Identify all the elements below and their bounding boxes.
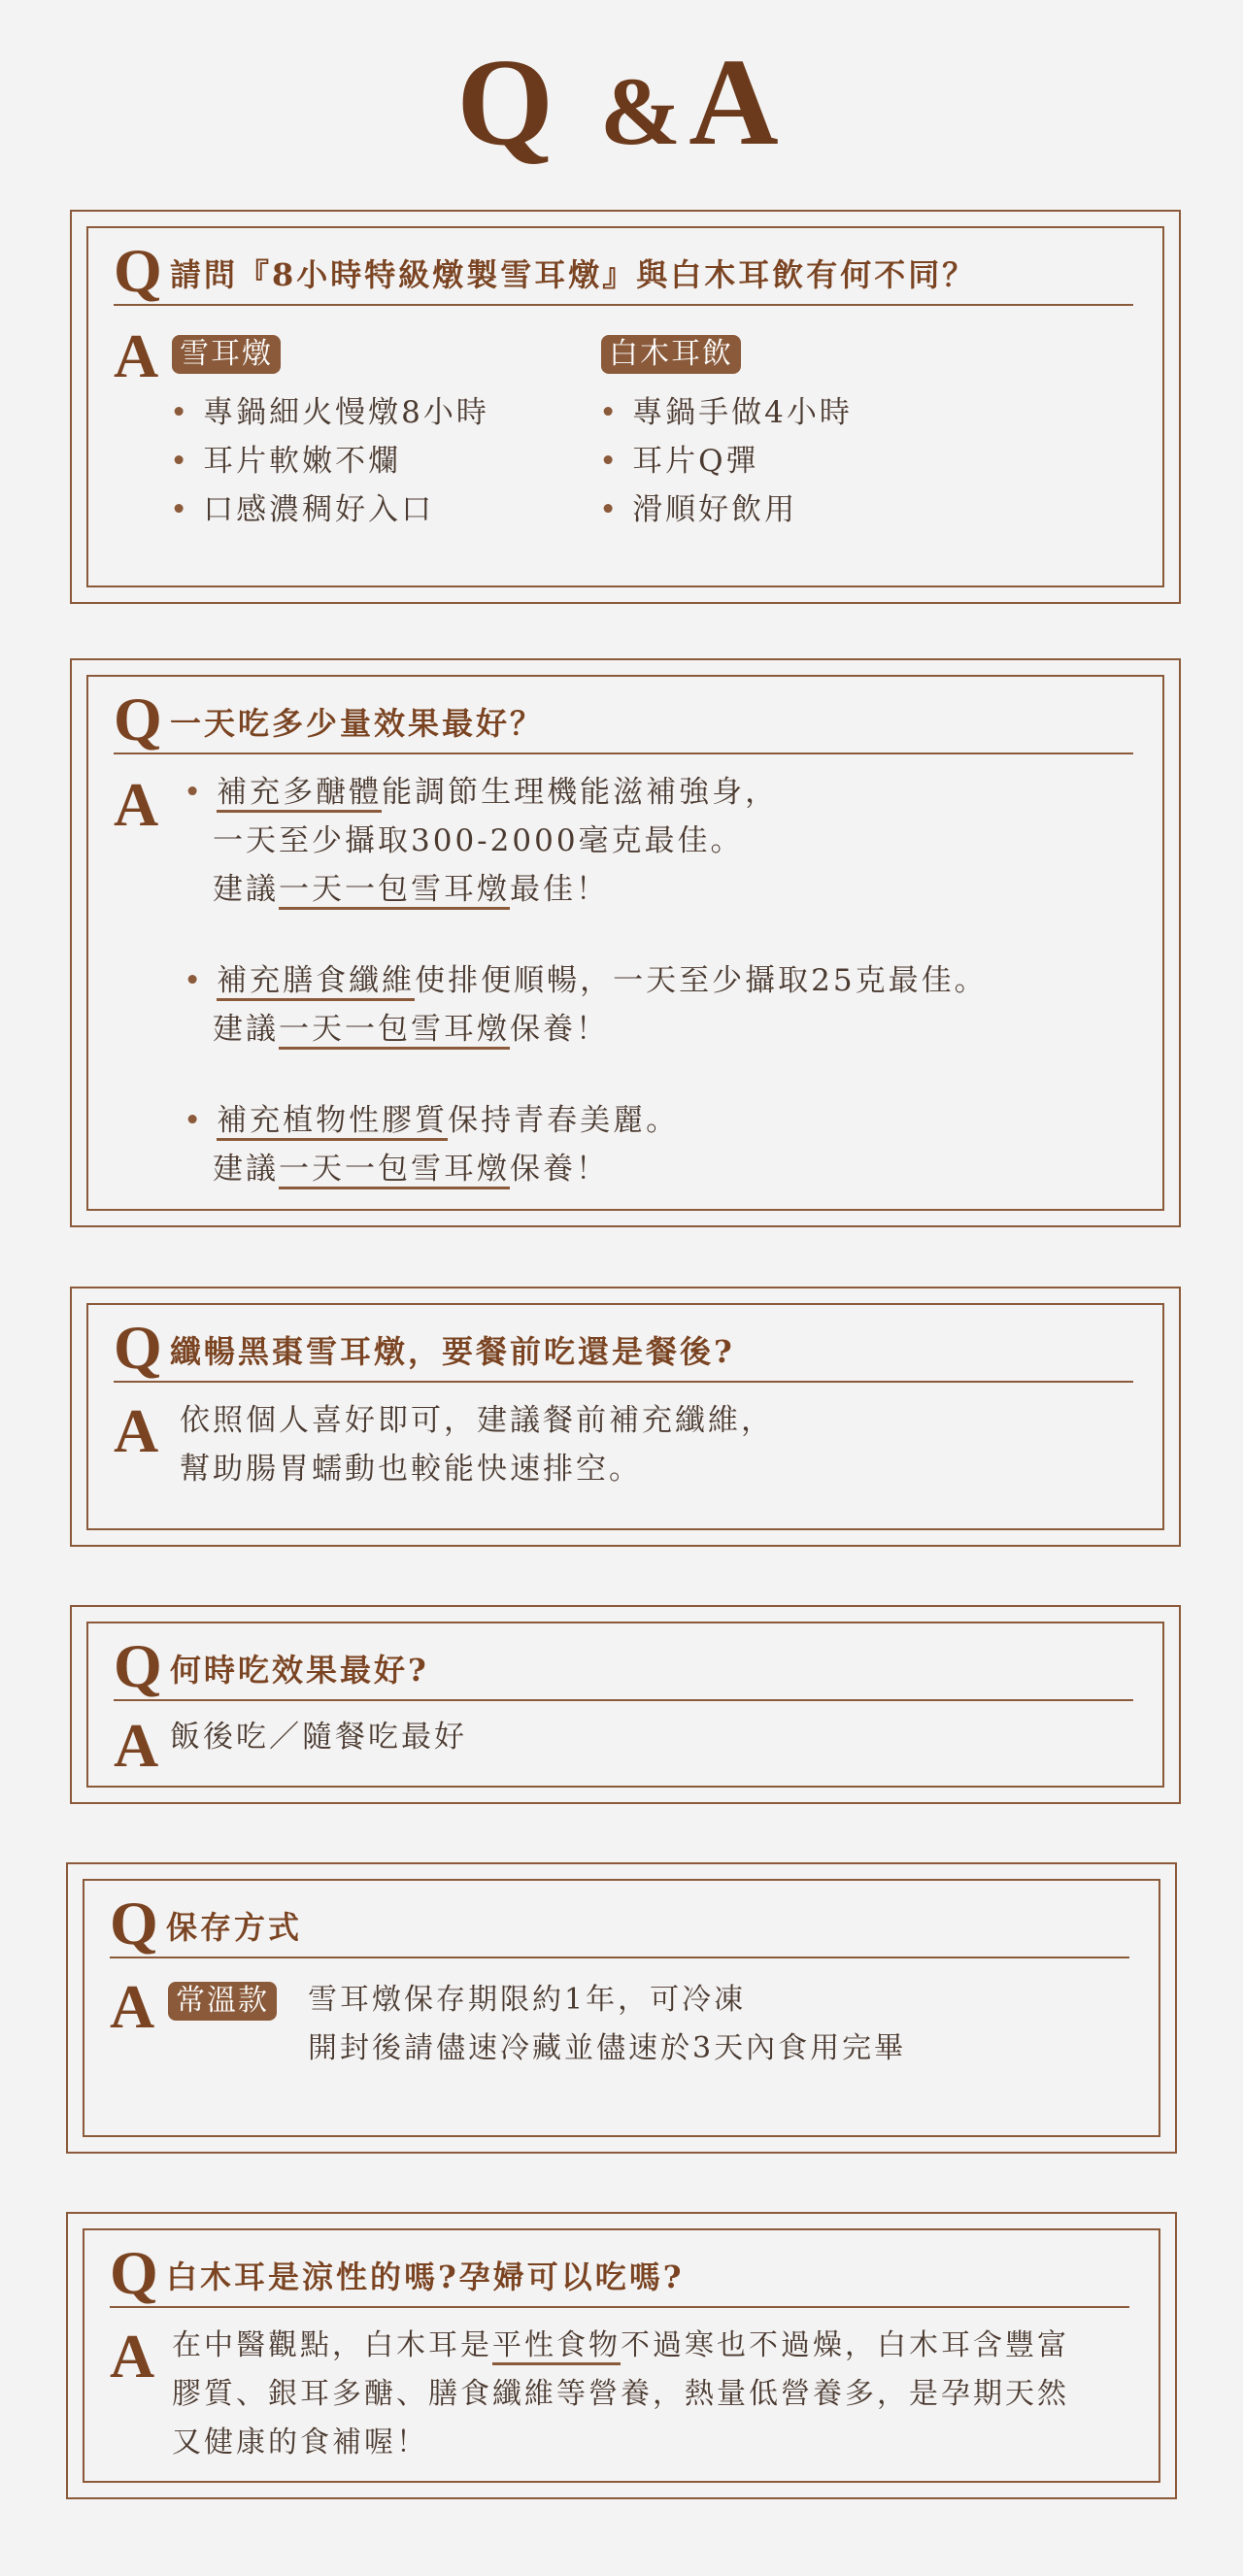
- question-row: [114, 685, 1133, 754]
- card-inner: [83, 1879, 1160, 2137]
- a-marker: A: [110, 2322, 155, 2391]
- q-marker: Q: [114, 1631, 162, 1700]
- faq-card-daily-amount: [70, 658, 1181, 1227]
- left-list: [170, 388, 489, 534]
- question-row: [110, 2238, 1129, 2308]
- card-inner: [86, 675, 1164, 1211]
- q-marker: Q: [110, 2238, 158, 2307]
- card-inner: [86, 1622, 1164, 1788]
- list-item: • 耳片軟嫩不爛: [170, 444, 402, 479]
- list-item: • 專鍋手做4小時: [599, 395, 853, 430]
- card-inner: [83, 2228, 1160, 2483]
- bullet-collagen: • 補充植物性膠質保持青春美麗。: [184, 1096, 988, 1145]
- tag-snow-fungus-stew: 雪耳燉: [172, 335, 281, 374]
- faq-card-difference: [70, 210, 1181, 604]
- question-row: [114, 236, 1133, 306]
- q-marker: Q: [114, 236, 162, 305]
- answer-line: 建議一天一包雪耳燉保養！: [184, 1145, 988, 1193]
- list-item: • 耳片Q彈: [599, 444, 759, 479]
- answer-block: [184, 768, 988, 1193]
- answer-line: 開封後請儘速冷藏並儘速於3天內食用完畢: [308, 2031, 907, 2065]
- q-marker: Q: [114, 685, 162, 753]
- answer-block: [172, 2322, 1069, 2467]
- list-item: • 口感濃稠好入口: [170, 492, 435, 527]
- answer-line: 雪耳燉保存期限約1年，可冷凍: [308, 1983, 747, 2017]
- question-row: [114, 1313, 1133, 1383]
- answer-line: 依照個人喜好即可，建議餐前補充纖維，: [180, 1403, 774, 1438]
- question-text: 保存方式: [166, 1909, 303, 1946]
- q-marker: Q: [114, 1313, 162, 1382]
- q-marker: Q: [110, 1889, 158, 1957]
- question-text: 一天吃多少量效果最好？: [170, 705, 545, 742]
- card-inner: [86, 226, 1164, 587]
- question-row: [114, 1631, 1133, 1701]
- a-marker: A: [114, 770, 159, 839]
- question-text: 何時吃效果最好?: [170, 1652, 429, 1689]
- faq-card-best-time: [70, 1605, 1181, 1804]
- title-a: A: [689, 33, 787, 171]
- page-title: [0, 29, 1243, 184]
- question-text: 請問『8小時特級燉製雪耳燉』與白木耳飲有何不同？: [170, 256, 977, 293]
- right-list: [599, 388, 853, 534]
- a-marker: A: [114, 1396, 159, 1465]
- list-item: • 滑順好飲用: [599, 492, 798, 527]
- answer-line: 在中醫觀點，白木耳是平性食物不過寒也不過燥，白木耳含豐富: [172, 2322, 1069, 2370]
- a-marker: A: [114, 1711, 159, 1780]
- question-row: [110, 1889, 1129, 1958]
- answer-line: 建議一天一包雪耳燉最佳！: [184, 865, 988, 914]
- bullet-fiber: • 補充膳食纖維使排便順暢，一天至少攝取25克最佳。: [184, 956, 988, 1005]
- answer-line: 一天至少攝取300-2000毫克最佳。: [213, 823, 744, 858]
- bullet-polysaccharide: • 補充多醣體能調節生理機能滋補強身，: [184, 768, 988, 817]
- list-item: • 專鍋細火慢燉8小時: [170, 395, 489, 430]
- card-inner: [86, 1303, 1164, 1530]
- answer-block: [180, 1396, 774, 1493]
- a-marker: A: [110, 1972, 155, 2041]
- answer-line: 膠質、銀耳多醣、膳食纖維等營養，熱量低營養多，是孕期天然: [172, 2377, 1069, 2411]
- faq-card-before-after-meal: [70, 1287, 1181, 1547]
- tag-room-temperature: 常溫款: [168, 1982, 277, 2021]
- faq-card-storage: [66, 1862, 1177, 2154]
- title-q: Q: [456, 33, 561, 171]
- question-text: 白木耳是涼性的嗎?孕婦可以吃嗎?: [166, 2258, 685, 2295]
- question-text: 纖暢黑棗雪耳燉，要餐前吃還是餐後?: [170, 1333, 735, 1370]
- answer-line: 又健康的食補喔！: [172, 2425, 428, 2459]
- title-amp: &: [599, 57, 689, 165]
- tag-white-fungus-drink: 白木耳飲: [601, 335, 741, 374]
- answer-line: 飯後吃／隨餐吃最好: [170, 1720, 467, 1755]
- answer-block: [308, 1976, 906, 2073]
- faq-card-pregnancy: [66, 2212, 1177, 2499]
- answer-line: 幫助腸胃蠕動也較能快速排空。: [180, 1452, 642, 1487]
- a-marker: A: [114, 321, 159, 390]
- answer-line: 建議一天一包雪耳燉保養！: [184, 1005, 988, 1054]
